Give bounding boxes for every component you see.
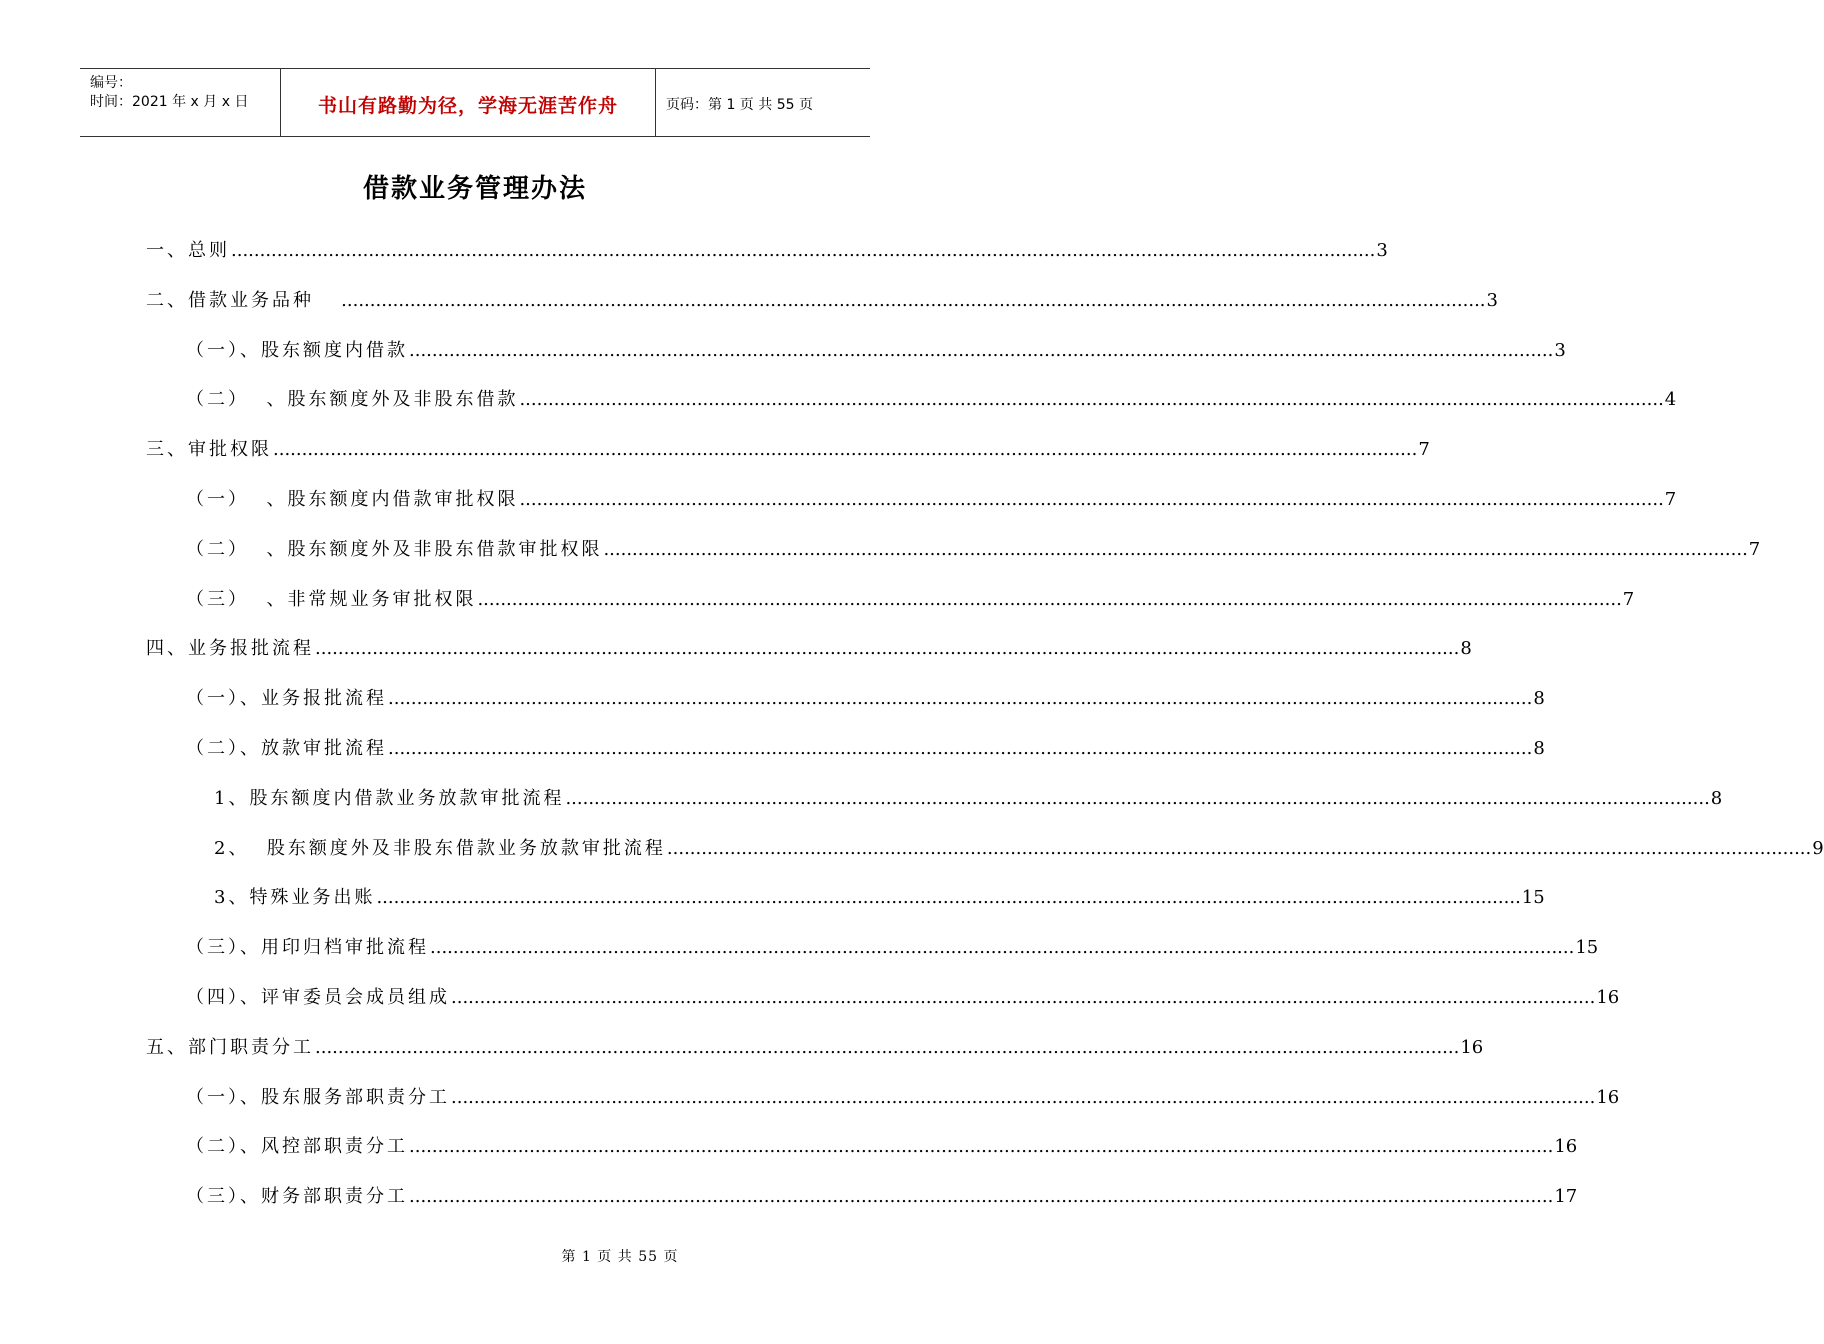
toc-entry[interactable] xyxy=(186,1132,1578,1162)
toc-entry-page: 3 xyxy=(1554,340,1566,361)
toc-entry-page: 15 xyxy=(1521,887,1545,908)
toc-entry[interactable] xyxy=(186,983,1620,1013)
toc-entry-page: 16 xyxy=(1460,1037,1484,1058)
page-header xyxy=(80,68,870,137)
toc-entry[interactable] xyxy=(186,485,1677,515)
toc-dot-leader: ........................................................................................................................................................................................................ xyxy=(451,1087,1596,1108)
toc-entry-label: （三）、财务部职责分工 xyxy=(186,1186,408,1207)
toc-dot-leader: ........................................................................................................................................................................................................ xyxy=(341,290,1486,311)
toc-entry-page: 15 xyxy=(1575,937,1599,958)
toc-entry[interactable] xyxy=(146,1033,1484,1063)
toc-entry-label: 五、部门职责分工 xyxy=(146,1037,314,1058)
toc-entry[interactable] xyxy=(186,585,1635,615)
toc-entry[interactable] xyxy=(186,933,1599,963)
toc-dot-leader: ........................................................................................................................................................................................................ xyxy=(430,937,1575,958)
toc-entry[interactable] xyxy=(146,236,1388,266)
toc-entry-label: （三） 、非常规业务审批权限 xyxy=(186,589,477,610)
toc-entry-label: 1、股东额度内借款业务放款审批流程 xyxy=(214,788,565,809)
toc-entry-label: （一）、股东额度内借款 xyxy=(186,340,408,361)
toc-entry-label: （二）、风控部职责分工 xyxy=(186,1136,408,1157)
toc-entry[interactable] xyxy=(186,336,1566,366)
toc-entry-page: 7 xyxy=(1664,489,1677,510)
toc-entry-page: 7 xyxy=(1622,589,1635,610)
header-page-cell xyxy=(656,69,870,136)
toc-entry-page: 7 xyxy=(1748,539,1761,560)
toc-entry-label: 2、 股东额度外及非股东借款业务放款审批流程 xyxy=(214,838,666,859)
document-title: 借款业务管理办法 xyxy=(362,174,587,204)
toc-entry[interactable] xyxy=(146,634,1472,664)
toc-entry-label: （二） 、股东额度外及非股东借款审批权限 xyxy=(186,539,603,560)
toc-entry[interactable] xyxy=(146,435,1430,465)
motto-text: 书山有路勤为径，学海无涯苦作舟 xyxy=(317,95,618,117)
toc-dot-leader: ........................................................................................................................................................................................................ xyxy=(409,1136,1554,1157)
toc-entry-label: 二、借款业务品种 xyxy=(146,290,341,311)
toc-entry-page: 9 xyxy=(1812,838,1824,859)
toc-entry[interactable] xyxy=(214,883,1545,913)
toc-entry[interactable] xyxy=(146,286,1498,316)
toc-dot-leader: ........................................................................................................................................................................................................ xyxy=(315,1037,1460,1058)
toc-entry-page: 3 xyxy=(1486,290,1498,311)
toc-entry[interactable] xyxy=(186,385,1677,415)
toc-entry-page: 3 xyxy=(1376,240,1388,261)
toc-entry-page: 7 xyxy=(1418,439,1430,460)
toc-entry-page: 16 xyxy=(1596,987,1620,1008)
toc-entry-label: （四）、评审委员会成员组成 xyxy=(186,987,450,1008)
toc-dot-leader: ........................................................................................................................................................................................................ xyxy=(388,688,1533,709)
toc-entry[interactable] xyxy=(186,1182,1578,1212)
toc-entry-label: （二） 、股东额度外及非股东借款 xyxy=(186,389,519,410)
header-info-cell xyxy=(80,69,280,136)
toc-entry-page: 16 xyxy=(1554,1136,1578,1157)
toc-dot-leader: ........................................................................................................................................................................................................ xyxy=(519,389,1664,410)
toc-entry-page: 17 xyxy=(1554,1186,1578,1207)
toc-entry-page: 8 xyxy=(1533,688,1545,709)
toc-entry[interactable] xyxy=(186,734,1545,764)
toc-entry-label: 一、总则 xyxy=(146,240,230,261)
toc-entry-label: （二）、放款审批流程 xyxy=(186,738,387,759)
toc-entry-label: 三、审批权限 xyxy=(146,439,272,460)
toc-dot-leader: ........................................................................................................................................................................................................ xyxy=(273,439,1418,460)
toc-dot-leader: ........................................................................................................................................................................................................ xyxy=(477,589,1622,610)
document-number-label: 编号： xyxy=(90,75,132,91)
toc-entry-page: 4 xyxy=(1664,389,1677,410)
toc-entry-label: （一）、股东服务部职责分工 xyxy=(186,1087,450,1108)
toc-entry[interactable] xyxy=(214,834,1824,864)
toc-entry-label: 3、特殊业务出账 xyxy=(214,887,376,908)
toc-dot-leader: ........................................................................................................................................................................................................ xyxy=(451,987,1596,1008)
header-motto-cell xyxy=(280,69,656,136)
toc-dot-leader: ........................................................................................................................................................................................................ xyxy=(315,638,1460,659)
toc-entry-label: （三）、用印归档审批流程 xyxy=(186,937,429,958)
toc-dot-leader: ........................................................................................................................................................................................................ xyxy=(603,539,1748,560)
toc-entry-label: （一）、业务报批流程 xyxy=(186,688,387,709)
header-page-code: 页码：第 1 页 共 55 页 xyxy=(666,97,813,113)
toc-dot-leader: ........................................................................................................................................................................................................ xyxy=(409,1186,1554,1207)
toc-entry-page: 8 xyxy=(1710,788,1723,809)
toc-dot-leader: ........................................................................................................................................................................................................ xyxy=(409,340,1554,361)
toc-entry-page: 8 xyxy=(1460,638,1472,659)
toc-dot-leader: ........................................................................................................................................................................................................ xyxy=(231,240,1376,261)
toc-entry-page: 8 xyxy=(1533,738,1545,759)
toc-dot-leader: ........................................................................................................................................................................................................ xyxy=(376,887,1521,908)
toc-entry-label: 四、业务报批流程 xyxy=(146,638,314,659)
document-time-label: 时间：2021 年 x 月 x 日 xyxy=(90,94,249,110)
toc-entry[interactable] xyxy=(186,1083,1620,1113)
toc-dot-leader: ........................................................................................................................................................................................................ xyxy=(565,788,1710,809)
toc-entry-page: 16 xyxy=(1596,1087,1620,1108)
toc-dot-leader: ........................................................................................................................................................................................................ xyxy=(388,738,1533,759)
toc-dot-leader: ........................................................................................................................................................................................................ xyxy=(666,838,1812,859)
toc-entry[interactable] xyxy=(186,684,1545,714)
toc-entry[interactable] xyxy=(214,784,1723,814)
toc-entry-label: （一） 、股东额度内借款审批权限 xyxy=(186,489,519,510)
toc-dot-leader: ........................................................................................................................................................................................................ xyxy=(519,489,1664,510)
toc-entry[interactable] xyxy=(186,535,1761,565)
page-footer: 第 1 页 共 55 页 xyxy=(561,1249,679,1265)
